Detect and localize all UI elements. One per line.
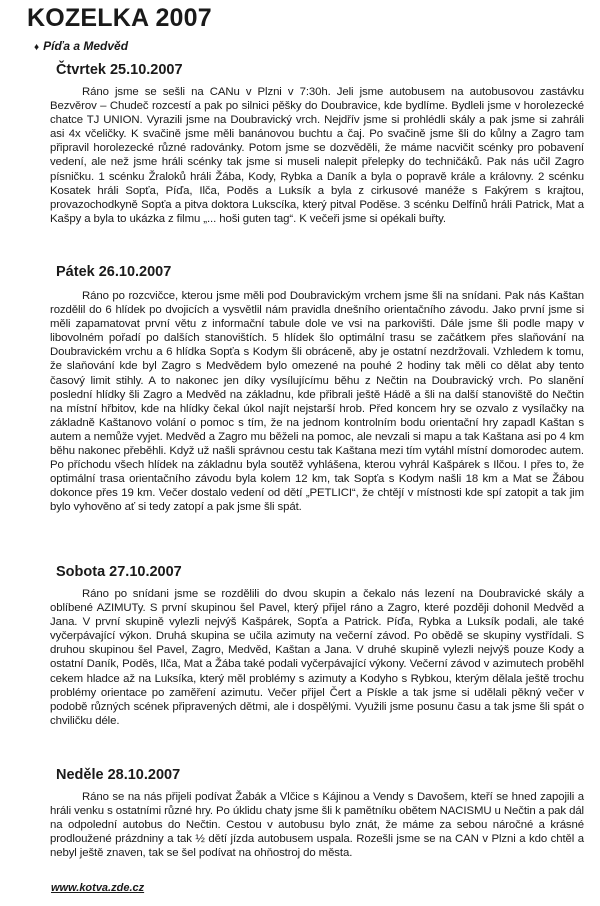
section-heading: Neděle 28.10.2007 (56, 767, 181, 783)
diamond-bullet-icon: ♦ (34, 42, 40, 53)
section-text: Ráno se na nás přijeli podívat Žabák a Vlčice s Kájinou a Vendy s Davošem, kteří se hned zapojili a hráli venku s ostatními různé hry. Po úklidu chaty jsme šli k pamětníku obětem NACISMU u Nečtin a pak dál na odpolední autobus do Nečtin. Cestou v autobusu bylo znát, že máme za sebou náročné a krásné prodloužené prázdniny a tak ½ dětí jízda autobusem uspala. Rozešli jsme se na CAN v Plzni a kdo chtěl a nebyl ještě znaven, tak se šel podívat na ohňostroj do města. (50, 791, 584, 860)
section-text: Ráno po rozcvičce, kterou jsme měli pod Doubravickým vrchem jsme šli na snídani. Pak nás Kaštan rozdělil do 6 hlídek po dvojicích a vysvětlil nám pravidla dnešního orientačního závodu. Jako první jsme si měli zapamatovat první větu z informační tabule dole ve vsi na parkovišti. Dále jsme šli podle mapy v libovolném pořadí po dalších stanovištích. 5 hlídek šlo optimální trasu se začátkem přes slaňování na Doubravickém vrchu a 6 hlídka Sopťa s Kodym šli obráceně, aby je ostatní nezdržovali. Vzhledem k tomu, že slaňování kde byl Zagro s Medvědem bylo omezené na pouhé 2 hodiny tak měli co dělat aby tento časový limit stihly. A to nakonec jen díky vysílujícímu běhu z Nečtin na Doubravický vrch. Po slanění poslední hlídky šli Zagro a Medvěd na základnu, kde přibrali ještě Hádě a šli na další stanoviště do Nečtin na místní hřbitov, kde na hlídky čekal úkol najít nejstarší hrob. Před koncem hry se ozvalo z vysílačky na základně Kaštanovo volání o pomoc s tím, že na jednom kontrolním bodu orientační hry zapadl Kaštan s autem a nemůže vyjet. Medvěd a Zagro mu běželi na pomoc, ale nevzali si mapu a tak Kaštana asi po 4 km běhu nakonec přeběhli. Když už našli správnou cestu tak Kaštana mezi tím vytáhl místní domorodec autem. Po příchodu všech hlídek na základnu byla soutěž vyhlášena, kterou vyhrál Kašpárek s Ilčou. I přes to, že optimální trasa orientačního závodu byla kolem 12 km, tak Sopťa s Kodym našli 18 km a Mat se Žábou dokonce přes 19 km. Večer dostalo vedení od dětí „PETLICI“, že chtějí v místnosti kde spí zatopit a tak jim bylo vyhověno ať si tedy zatopí a pak jsme šli spát. (50, 290, 584, 514)
section-heading: Sobota 27.10.2007 (56, 564, 182, 580)
section-text: Ráno jsme se sešli na CANu v Plzni v 7:30h. Jeli jsme autobusem na autobusovou zastávku Bezvěrov – Chudeč rozcestí a pak po silnici pěšky do Doubravice, kde bydlíme. Bydleli jsme v horolezecké chatce TJ UNION. Vyrazili jsme na Doubravický vrch. Nejdřív jsme si prohlédli skály a pak jsme si zahráli asi 4x včeličky. K svačině jsme měli banánovou buchtu a čaj. Po svačině jsme šli do kůlny a Zagro tam připravil horolezecké různé radovánky. Potom jsme se dozvěděli, že máme nacvičit scénky pro pobavení vedení, ale než jsme hráli scénky tak jsme si museli nalepit přelepky do techničáků. Pak nás učil Zagro písničku. 1 scénku Žraloků hráli Žába, Kody, Rybka a Daník a byla o popravě krále a královny. 2 scénku Kosatek hráli Sopťa, Píďa, Ilča, Poděs a Luksík a byla z cirkusové manéže s Fakýrem s krajtou, provazochodkyně Sopťa a pitva doktora Lukscíka, který pitval Poděse. 3 scénku Delfínů hráli Patrick, Mat a Kašpy a byla to ukázka z filmu „... hoši guten tag“. K večeři jsme si opékali buřty. (50, 86, 584, 225)
document-title: KOZELKA 2007 (27, 4, 212, 32)
document-subtitle (34, 39, 128, 55)
section-heading: Čtvrtek 25.10.2007 (56, 62, 183, 78)
section-text: Ráno po snídani jsme se rozdělili do dvou skupin a čekalo nás lezení na Doubravické skály a oblíbené AZIMUTy. S první skupinou šel Pavel, který přijel ráno a Zagro, které později dohonil Medvěd a Jana. V první skupině vylezli nejvýš Kašpárek, Sopťa a Patrick. Píďa, Rybka a Luksík podali, ale také vyčerpávající výkon. Druhá skupina se učila azimuty na večerní závod. Po obědě se skupiny vystřídali. S druhou skupinou šel Pavel, Zagro, Medvěd, Kaštan a Jana. V druhé skupině vylezli nejvýš pouze Kody a ostatní Daník, Poděs, Ilča, Mat a Žába také podali vyčerpávající výkony. Večerní závod v azimutech proběhl cekem hladce až na Luksíka, který měl problémy s azimuty a Kodyho s Rybkou, kterým dělala ještě trochu problémy orientace po zaměření azimutu. Večer přijel Čert a Pískle a tak jsme si udělali pěkný večer v podobě různých scének připravených dětmi, ale i dospělými. Využili jsme posunu času a tak jsme šli spát o chviličku déle. (50, 588, 584, 727)
section-heading: Pátek 26.10.2007 (56, 264, 172, 280)
subtitle-text: Píďa a Medvěd (43, 39, 129, 53)
website-link[interactable]: www.kotva.zde.cz (51, 882, 145, 894)
